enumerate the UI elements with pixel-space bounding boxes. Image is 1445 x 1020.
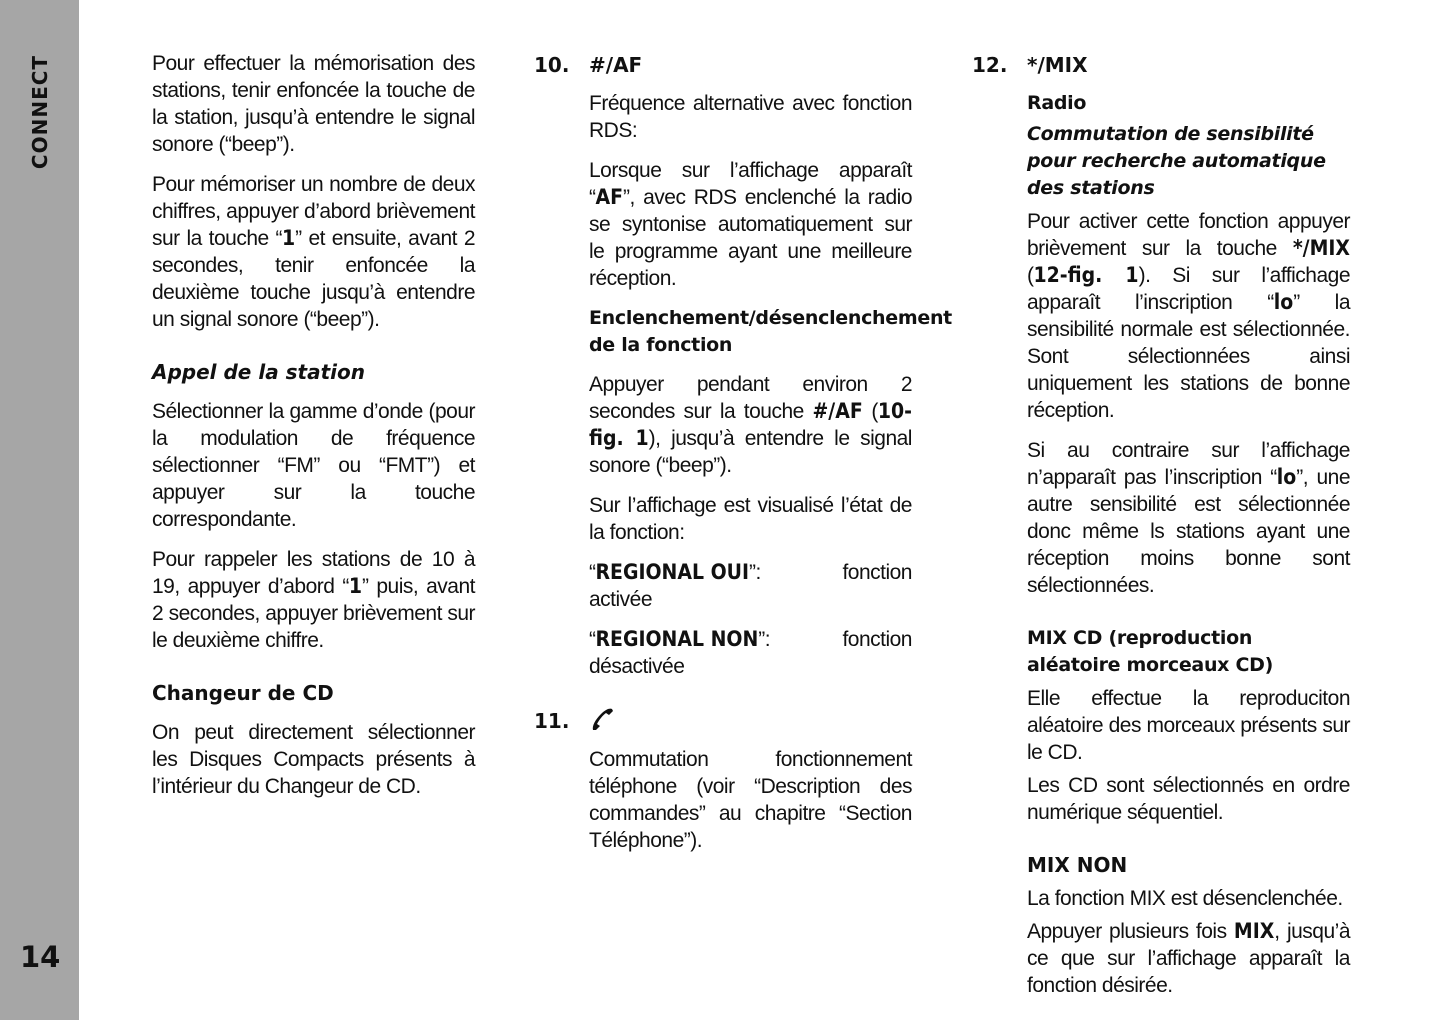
para-ordre: Les CD sont sélectionnés en ordre numérique séquentiel.: [1027, 774, 1350, 824]
heading-mix-non: MIX NON: [1027, 853, 1128, 877]
para-appuyer-mix: Appuyer plusieurs fois MIX, jusqu’à ce que sur l’affichage apparaît la fonction désirée.: [1027, 919, 1350, 997]
para-changeur: On peut directement sélectionner les Disques Compacts présents à l’intérieur du Changeur de CD.: [152, 721, 475, 798]
para-activer-fonction: Pour activer cette fonction appuyer brièvement sur la touche */MIX (12-fig. 1). Si sur l’affichage apparaît l’inscription “lo” la sensibilité normale est sélectionnée. Sont sélectionnées ainsi uniquement les stations de bonne réception.: [1027, 210, 1350, 422]
regional-oui: “REGIONAL OUI”: fonction activée: [589, 560, 912, 611]
item-11-heading: [534, 706, 912, 736]
para-mix-desenclenchee: La fonction MIX est désenclenchée.: [1027, 887, 1343, 910]
phone-handset-icon: [589, 706, 615, 736]
heading-appel-station: Appel de la station: [152, 360, 366, 384]
item-12-heading: [972, 50, 1350, 80]
para-appuyer-af: Appuyer pendant environ 2 secondes sur la touche #/AF (10-fig. 1), jusqu’à entendre le signal sonore (“beep”).: [589, 373, 912, 477]
item-11-number: 11.: [534, 709, 570, 733]
column-2: [534, 50, 952, 867]
item-10-number: 10.: [534, 53, 570, 77]
heading-commutation: Commutation de sensibilité pour recherche automatique des stations: [1027, 123, 1326, 199]
para-memorisation: Pour effectuer la mémorisation des stations, tenir enfoncée la touche de la station, jusqu’à entendre le signal sonore (“beep”).: [152, 52, 475, 156]
item-10-heading: [534, 50, 912, 80]
heading-radio: Radio: [1027, 92, 1087, 114]
para-two-digits: Pour mémoriser un nombre de deux chiffres, appuyer d’abord brièvement sur la touche “1” et ensuite, avant 2 secondes, tenir enfoncée la deuxième touche jusqu’à entendre un signal sonore (“beep”).: [152, 173, 475, 331]
section-label: CONNECT: [28, 54, 52, 170]
para-frequence-alt: Fréquence alternative avec fonction RDS:: [589, 92, 912, 142]
item-12-number: 12.: [972, 53, 1008, 77]
item-10-title: #/AF: [589, 53, 643, 77]
regional-non: “REGIONAL NON”: fonction désactivée: [589, 627, 912, 678]
para-rappel-stations: Pour rappeler les stations de 10 à 19, appuyer d’abord “1” puis, avant 2 secondes, appuyer brièvement sur le deuxième chiffre.: [152, 548, 475, 652]
item-12-title: */MIX: [1027, 53, 1088, 77]
para-gamme-onde: Sélectionner la gamme d’onde (pour la modulation de fréquence sélectionner “FM” ou “FMT”) et appuyer sur la touche correspondante.: [152, 400, 475, 531]
para-etat-fonction: Sur l’affichage est visualisé l’état de la fonction:: [589, 494, 912, 544]
para-af-display: Lorsque sur l’affichage apparaît “AF”, avec RDS enclenché la radio se syntonise automatiquement sur le programme ayant une meilleure réception.: [589, 159, 912, 290]
page-number: 14: [20, 940, 61, 974]
heading-changeur-cd: Changeur de CD: [152, 681, 334, 705]
para-telephone: Commutation fonctionnement téléphone (voir “Description des commandes” au chapitre “Section Téléphone”).: [589, 748, 912, 852]
para-sensibilite: Si au contraire sur l’affichage n’apparaît pas l’inscription “lo”, une autre sensibilité est sélectionnée donc même ls stations ayant une réception moins bonne sont sélectionnées.: [1027, 439, 1351, 597]
side-tab: [0, 0, 79, 1020]
column-3: [972, 50, 1350, 1012]
column-1: [152, 50, 475, 813]
heading-enclenchement: Enclenchement/désenclenchement de la fonction: [589, 307, 952, 356]
para-reproduction: Elle effectue la reproduciton aléatoire des morceaux présents sur le CD.: [1027, 687, 1350, 764]
heading-mix-cd: MIX CD (reproduction aléatoire morceaux CD): [1027, 627, 1273, 676]
